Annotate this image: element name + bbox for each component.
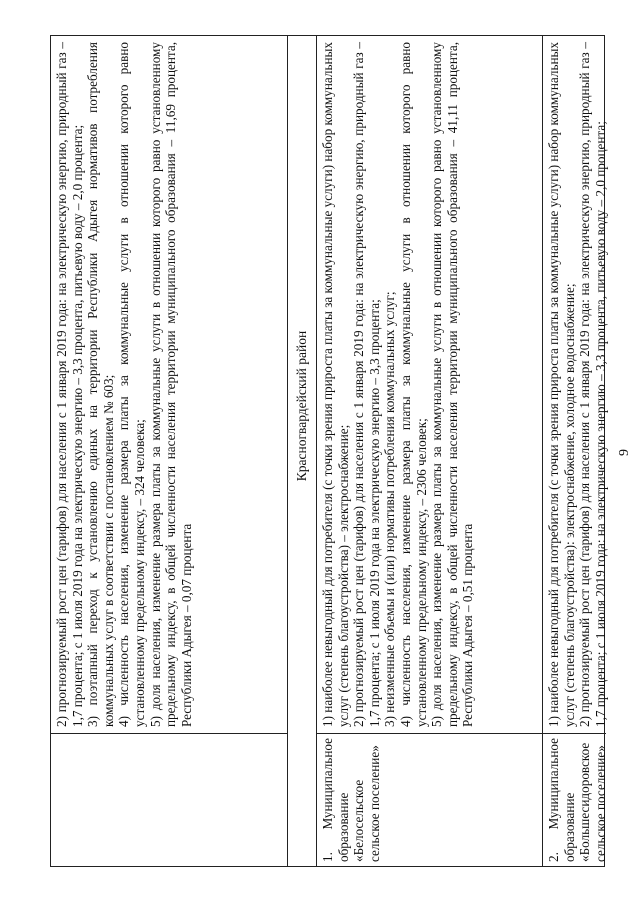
- condition-item: 1) наиболее невыгодный для потребителя (с точки зрения прироста платы за коммунальные услуги) набор коммунальных услуг (степень благоустройства): электроснабжение, холодное водоснабжение;: [546, 42, 577, 727]
- conditions-cell: [51, 36, 287, 733]
- district-header-row: [288, 36, 317, 866]
- municipality-cell: [51, 733, 287, 866]
- table-row: [317, 36, 543, 866]
- conditions-cell: [317, 36, 542, 733]
- condition-item: 5) доля населения, изменение размера платы за коммунальные услуги в отношении которого равно установленному предельному индексу, в общей численности населения территории муниципального образования – 41,11 процента, Республики Адыгея – 0,51 процента: [429, 42, 476, 727]
- condition-item: 4) численность населения, изменение размера платы за коммунальные услуги в отношении которого равно установленному предельному индексу, – 324 человека;: [116, 42, 147, 727]
- table-row: [51, 36, 288, 866]
- condition-item: 4) численность населения, изменение размера платы за коммунальные услуги в отношении которого равно установленному предельному индексу, – 2306 человек;: [397, 42, 429, 727]
- table-row: [543, 36, 606, 866]
- indices-table: [50, 35, 608, 867]
- condition-item: 2) прогнозируемый рост цен (тарифов) для населения с 1 января 2019 года: на электрическую энергию, природный газ – 1,7 процента; с 1 июля 2019 года: на электрическую энергию – 3,3 процента, питьевую воду – 2,0 процента;: [577, 42, 608, 727]
- page-number: 9: [617, 449, 632, 456]
- conditions-cell: [543, 36, 606, 733]
- condition-item: 2) прогнозируемый рост цен (тарифов) для населения с 1 января 2019 года: на электрическую энергию, природный газ – 1,7 процента; с 1 июля 2019 года на электрическую энергию – 3,3 процента, питьевую воду – 2,0 процента;: [54, 42, 85, 727]
- condition-item: 1) наиболее невыгодный для потребителя (с точки зрения прироста платы за коммунальные услуги) набор коммунальных услуг (степень благоустройства) – электроснабжение;: [320, 42, 351, 727]
- condition-item: 5) доля населения, изменение размера платы за коммунальные услуги в отношении которого равно установленному предельному индексу, в общей численности населения территории муниципального образования – 11,69 процента, Республики Адыгея – 0,07 процента: [147, 42, 194, 727]
- district-title: Красногвардейский район: [294, 330, 309, 482]
- municipality-cell: 1. Муниципальное образование «Белосельское сельское поселение»: [317, 733, 542, 866]
- condition-item: 2) прогнозируемый рост цен (тарифов) для населения с 1 января 2019 года: на электрическую энергию, природный газ – 1,7 процента; с 1 июля 2019 года на электрическую энергию – 3,3 процента;: [351, 42, 382, 727]
- condition-item: 3) поэтапный переход к установлению единых на территории Республики Адыгея нормативов потребления коммунальных услуг в соответствии с постановлением № 603;: [85, 42, 116, 727]
- municipality-cell: 2. Муниципальное образование «Большесидоровское сельское поселение»: [543, 733, 606, 866]
- condition-item: 3) неизменные объемы и (или) нормативы потребления коммунальных услуг;: [382, 291, 398, 727]
